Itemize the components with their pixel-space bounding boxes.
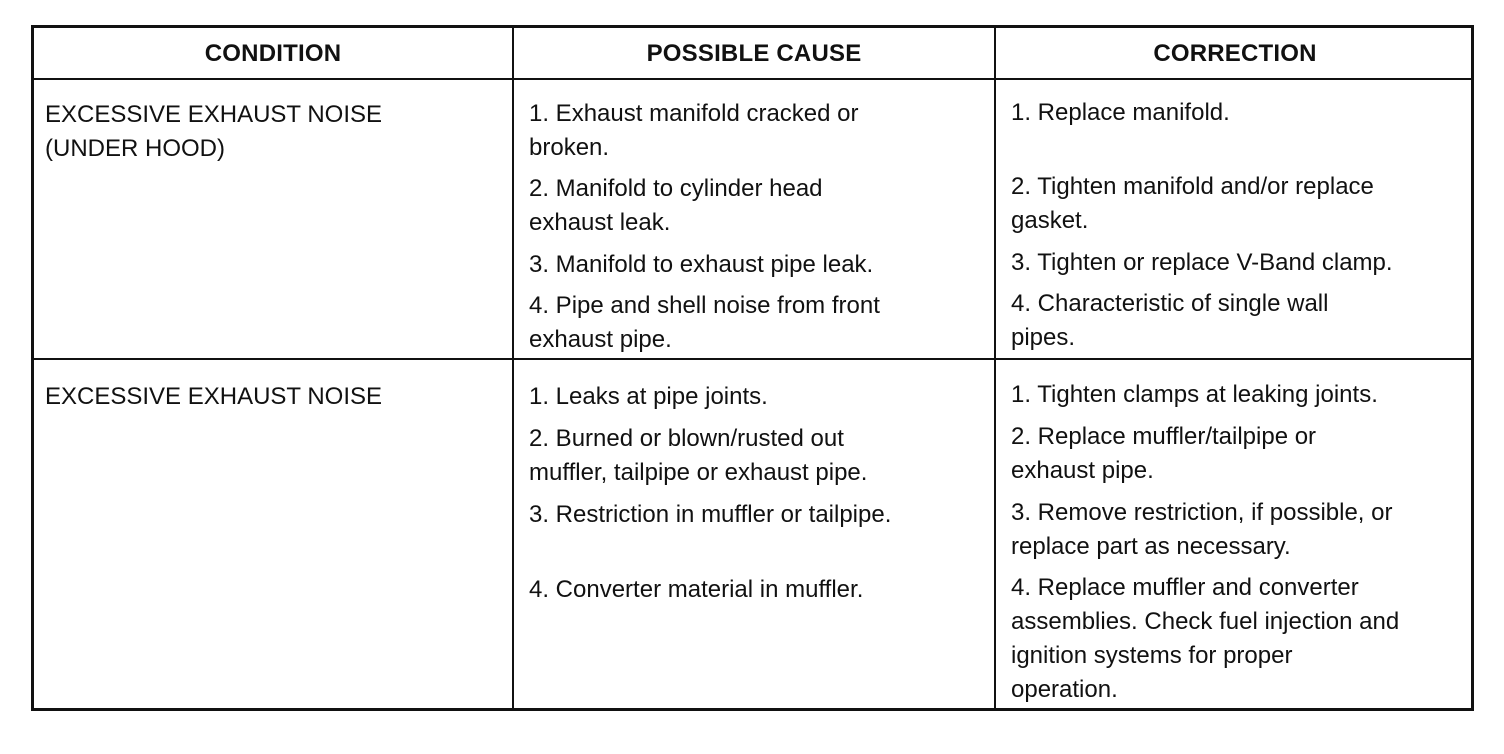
cause-line: 4. Converter material in muffler. — [529, 576, 864, 603]
correction-line: 4. Replace muffler and converter — [1011, 574, 1359, 601]
cause-item — [529, 498, 891, 532]
cause-item — [529, 380, 768, 414]
correction-line: exhaust pipe. — [1011, 457, 1154, 484]
cause-line: 1. Exhaust manifold cracked or — [529, 100, 859, 127]
correction-item — [1011, 170, 1374, 238]
cause-line: exhaust leak. — [529, 209, 671, 236]
cause-line: 3. Manifold to exhaust pipe leak. — [529, 251, 874, 278]
cause-line: 2. Burned or blown/rusted out — [529, 425, 844, 452]
correction-line: replace part as necessary. — [1011, 533, 1291, 560]
correction-line: gasket. — [1011, 207, 1089, 234]
condition-line: (UNDER HOOD) — [45, 135, 225, 162]
correction-line: 2. Replace muffler/tailpipe or — [1011, 423, 1317, 450]
cause-item — [529, 422, 867, 490]
correction-item — [1011, 246, 1393, 280]
cause-item — [529, 289, 880, 357]
correction-item — [1011, 571, 1399, 707]
correction-item — [1011, 96, 1230, 130]
correction-line: 1. Tighten clamps at leaking joints. — [1011, 381, 1378, 408]
cause-line: muffler, tailpipe or exhaust pipe. — [529, 459, 868, 486]
cause-item — [529, 573, 863, 607]
correction-line: ignition systems for proper — [1011, 642, 1293, 669]
correction-line: 3. Remove restriction, if possible, or — [1011, 499, 1393, 526]
correction-item — [1011, 378, 1378, 412]
cause-line: 1. Leaks at pipe joints. — [529, 383, 768, 410]
condition-cell — [45, 98, 382, 166]
correction-item — [1011, 496, 1392, 564]
cause-item — [529, 248, 873, 282]
correction-line: 2. Tighten manifold and/or replace — [1011, 173, 1374, 200]
correction-line: pipes. — [1011, 324, 1076, 351]
correction-line: 1. Replace manifold. — [1011, 99, 1230, 126]
row-divider — [34, 358, 1471, 360]
correction-item — [1011, 287, 1328, 355]
cause-item — [529, 97, 859, 165]
cause-line: exhaust pipe. — [529, 326, 672, 353]
cause-line: 4. Pipe and shell noise from front — [529, 292, 880, 319]
correction-line: assemblies. Check fuel injection and — [1011, 608, 1400, 635]
condition-line: EXCESSIVE EXHAUST NOISE — [45, 383, 382, 410]
cause-line: 3. Restriction in muffler or tailpipe. — [529, 501, 892, 528]
correction-item — [1011, 420, 1316, 488]
column-divider — [512, 28, 514, 708]
header-condition: CONDITION — [204, 39, 342, 67]
correction-line: 3. Tighten or replace V-Band clamp. — [1011, 249, 1393, 276]
cause-line: broken. — [529, 134, 610, 161]
column-divider — [994, 28, 996, 708]
header-possible-cause: POSSIBLE CAUSE — [646, 39, 862, 67]
condition-cell — [45, 380, 382, 414]
diagnosis-table — [31, 25, 1474, 711]
cause-item — [529, 172, 823, 240]
condition-line: EXCESSIVE EXHAUST NOISE — [45, 101, 382, 128]
cause-line: 2. Manifold to cylinder head — [529, 175, 823, 202]
correction-line: 4. Characteristic of single wall — [1011, 290, 1329, 317]
correction-line: operation. — [1011, 676, 1118, 703]
header-correction: CORRECTION — [1153, 39, 1317, 67]
